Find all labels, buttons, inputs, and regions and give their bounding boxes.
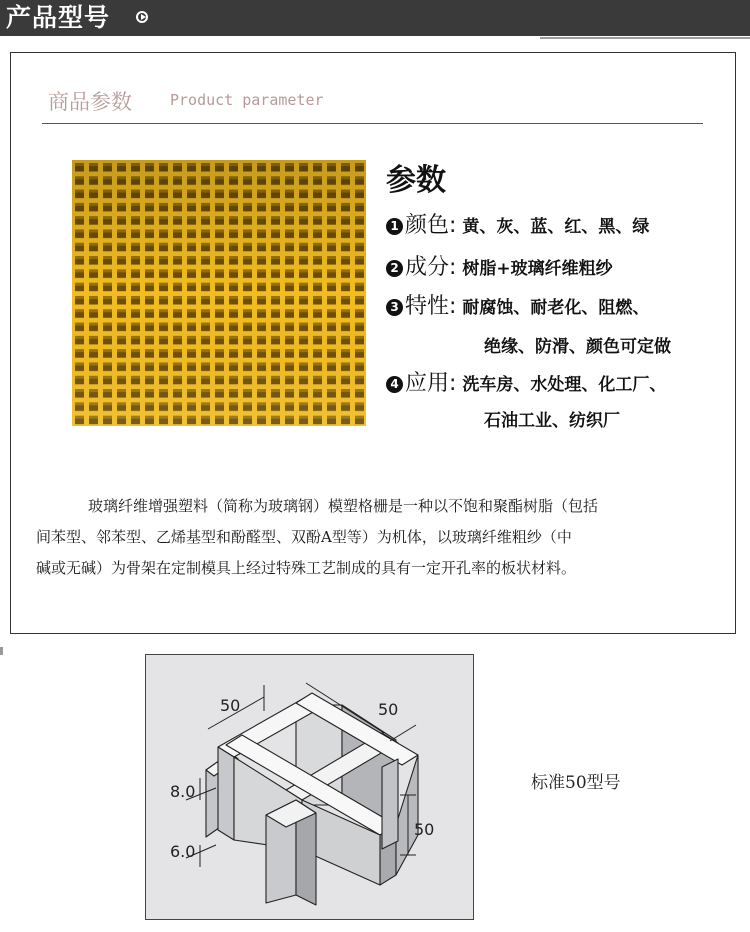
param-value: 耐腐蚀、耐老化、阻燃、 <box>462 298 650 318</box>
header-divider <box>540 37 750 39</box>
param-composition <box>386 250 613 281</box>
dimension-label: 6.0 <box>170 842 196 861</box>
description-line: 玻璃纤维增强塑料（简称为玻璃钢）模塑格栅是一种以不饱和聚酯树脂（包括 <box>88 497 599 515</box>
number-1-icon: 1 <box>386 218 403 235</box>
param-value: 洗车房、水处理、化工厂、 <box>462 375 667 395</box>
dimension-label: 8.0 <box>170 782 196 801</box>
number-4-icon: 4 <box>386 376 403 393</box>
grating-cross-section-drawing <box>146 655 473 919</box>
number-2-icon: 2 <box>386 260 403 277</box>
dimension-label: 50 <box>378 700 399 719</box>
section-subtitle: Product parameter <box>170 91 324 109</box>
dimension-label: 50 <box>414 820 435 839</box>
grating-photo <box>72 160 366 426</box>
param-application <box>386 366 666 397</box>
dimension-diagram <box>145 654 474 920</box>
param-label: 成分: <box>405 255 457 280</box>
params-title: 参数 <box>386 163 446 198</box>
description-line: 碱或无碱）为骨架在定制模具上经过特殊工艺制成的具有一定开孔率的板状材料。 <box>36 559 577 577</box>
play-circle-icon <box>136 11 148 23</box>
diagram-caption: 标准50型号 <box>531 773 621 793</box>
param-label: 应用: <box>405 371 457 396</box>
param-label: 特性: <box>405 294 457 319</box>
page-title: 产品型号 <box>6 3 111 32</box>
product-description <box>36 491 704 584</box>
section-divider <box>42 123 703 124</box>
number-3-icon: 3 <box>386 299 403 316</box>
section-title: 商品参数 <box>48 90 132 114</box>
param-features <box>386 289 649 320</box>
param-value: 石油工业、纺织厂 <box>484 411 620 431</box>
dimension-label: 50 <box>220 696 241 715</box>
edge-mark <box>0 647 3 655</box>
param-color <box>386 208 649 239</box>
param-value: 树脂+玻璃纤维粗纱 <box>462 259 613 279</box>
param-label: 颜色: <box>405 213 457 238</box>
header-bar <box>0 0 750 36</box>
param-value: 黄、灰、蓝、红、黑、绿 <box>462 217 650 237</box>
description-line: 间苯型、邻苯型、乙烯基型和酚醛型、双酚A型等）为机体，以玻璃纤维粗纱（中 <box>36 528 572 546</box>
param-value: 绝缘、防滑、颜色可定做 <box>484 337 671 357</box>
